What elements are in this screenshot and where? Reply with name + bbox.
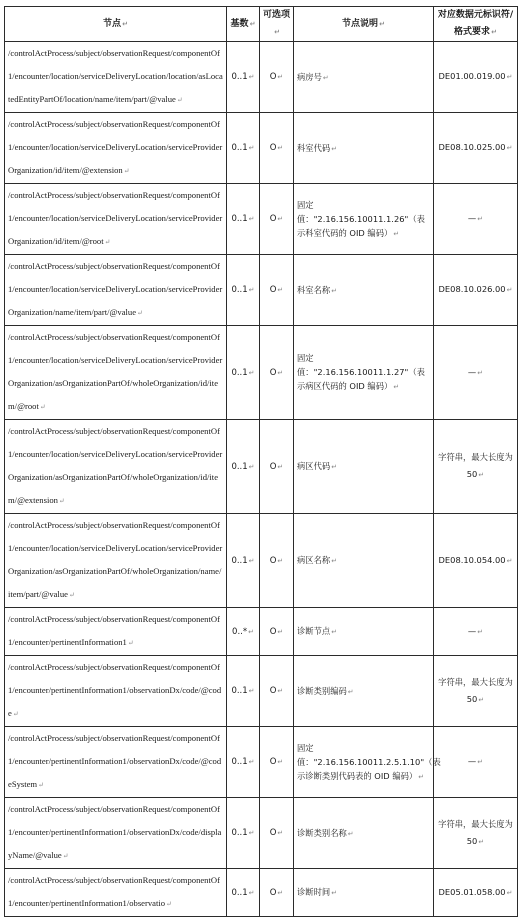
node-path-cell (5, 184, 227, 255)
paragraph-mark-icon: ↵ (277, 829, 284, 837)
description-cell-text: 病区名称 (297, 555, 331, 565)
cardinality-cell (227, 326, 260, 420)
paragraph-mark-icon: ↵ (62, 852, 69, 860)
optional-cell (260, 869, 294, 917)
paragraph-mark-icon: ↵ (478, 695, 485, 704)
paragraph-mark-icon: ↵ (277, 73, 284, 81)
table-row (5, 42, 518, 113)
format-cell-text: DE08.10.025.00 (438, 142, 506, 152)
optional-cell (260, 727, 294, 798)
paragraph-mark-icon: ↵ (477, 215, 484, 223)
cardinality-cell-text: 0..1 (231, 143, 248, 153)
paragraph-mark-icon: ↵ (277, 368, 284, 377)
paragraph-mark-icon: ↵ (277, 627, 284, 636)
paragraph-mark-icon: ↵ (331, 628, 338, 636)
paragraph-mark-icon: ↵ (277, 556, 284, 565)
paragraph-mark-icon: ↵ (39, 403, 46, 411)
paragraph-mark-icon: ↵ (506, 888, 513, 897)
paragraph-mark-icon: ↵ (277, 286, 284, 294)
optional-cell (260, 656, 294, 727)
description-cell (294, 798, 434, 869)
paragraph-mark-icon: ↵ (347, 687, 354, 696)
optional-cell-text: O (269, 143, 277, 153)
node-path-cell-text: /controlActProcess/subject/observationRequest/componentOf1/encounter/pertinentInformation1 (8, 614, 220, 647)
table-row (5, 184, 518, 255)
paragraph-mark-icon: ↵ (506, 144, 513, 152)
format-cell-text: 字符串，最大长度为 50 (438, 452, 513, 479)
cardinality-cell-text: 0..1 (231, 214, 248, 224)
paragraph-mark-icon: ↵ (477, 368, 484, 377)
node-path-cell-text: /controlActProcess/subject/observationRequest/componentOf1/encounter/location/serviceDeliveryLocation/serviceProviderOrganization/asOrganizationPartOf/wholeOrganization/name/item/part/@value (8, 520, 223, 599)
description-cell (294, 255, 434, 326)
optional-cell (260, 42, 294, 113)
paragraph-mark-icon: ↵ (166, 900, 172, 908)
table-row (5, 326, 518, 420)
paragraph-mark-icon: ↵ (331, 286, 338, 295)
node-path-cell (5, 42, 227, 113)
optional-cell-text: O (269, 285, 277, 295)
description-cell (294, 184, 434, 255)
cardinality-cell (227, 420, 260, 514)
paragraph-mark-icon: ↵ (248, 144, 255, 152)
node-path-cell-text: /controlActProcess/subject/observationRequest/componentOf1/encounter/pertinentInformation1/observatio (8, 875, 220, 908)
paragraph-mark-icon: ↵ (331, 889, 338, 897)
format-cell-text: — (467, 366, 477, 377)
description-cell (294, 113, 434, 184)
description-cell (294, 420, 434, 514)
paragraph-mark-icon: ↵ (248, 73, 255, 81)
optional-cell (260, 255, 294, 326)
paragraph-mark-icon: ↵ (248, 286, 255, 294)
node-spec-table (4, 6, 518, 917)
cardinality-cell-text: 0..1 (231, 757, 248, 767)
paragraph-mark-icon: ↵ (477, 627, 484, 636)
cardinality-cell (227, 42, 260, 113)
paragraph-mark-icon: ↵ (506, 73, 513, 81)
paragraph-mark-icon: ↵ (393, 229, 400, 238)
optional-cell-text: O (269, 555, 277, 566)
node-path-cell-text: /controlActProcess/subject/observationRequest/componentOf1/encounter/pertinentInformation1/observationDx/code/@code (8, 662, 222, 718)
description-cell-text: 诊断时间 (297, 887, 331, 897)
format-cell-text: — (467, 625, 477, 636)
paragraph-mark-icon: ↵ (477, 758, 484, 766)
format-cell-text: 字符串，最大长度为 50 (438, 818, 513, 846)
header-cardinality: 基数↵ (227, 7, 260, 42)
format-cell (434, 514, 518, 608)
format-cell (434, 255, 518, 326)
node-path-cell-text: /controlActProcess/subject/observationRequest/componentOf1/encounter/location/serviceDeliveryLocation/serviceProviderOrganization/asOrganizationPartOf/wholeOrganization/id/item/@extension (8, 426, 223, 505)
cardinality-cell-text: 0..1 (231, 461, 248, 472)
paragraph-mark-icon: ↵ (506, 556, 513, 565)
format-cell-text: DE08.10.054.00 (438, 554, 506, 565)
format-cell (434, 869, 518, 917)
description-cell-text: 固定值："2.16.156.10011.1.26"（表示科室代码的 OID 编码） (297, 199, 425, 238)
cardinality-cell-text: 0..1 (231, 828, 248, 838)
optional-cell-text: O (269, 686, 277, 696)
node-path-cell (5, 420, 227, 514)
cardinality-cell (227, 113, 260, 184)
node-path-cell (5, 608, 227, 656)
description-cell-text: 固定值："2.16.156.10011.1.27"（表示病区代码的 OID 编码） (297, 353, 425, 391)
optional-cell-text: O (269, 72, 277, 82)
paragraph-mark-icon: ↵ (248, 368, 255, 377)
table-row (5, 514, 518, 608)
cardinality-cell-text: 0..1 (231, 887, 248, 898)
paragraph-mark-icon: ↵ (248, 215, 255, 223)
node-path-cell-text: /controlActProcess/subject/observationRequest/componentOf1/encounter/location/serviceDeliveryLocation/serviceProviderOrganization/id/item/@extension (8, 119, 223, 175)
paragraph-mark-icon: ↵ (478, 837, 485, 846)
cardinality-cell (227, 184, 260, 255)
paragraph-mark-icon: ↵ (38, 781, 44, 789)
table-row (5, 420, 518, 514)
paragraph-mark-icon: ↵ (331, 463, 338, 471)
format-cell-text: DE08.10.026.00 (438, 284, 506, 294)
paragraph-mark-icon: ↵ (248, 758, 255, 766)
cardinality-cell-text: 0..* (232, 626, 248, 637)
table-row (5, 869, 518, 917)
paragraph-mark-icon: ↵ (176, 96, 183, 104)
paragraph-mark-icon: ↵ (137, 309, 143, 317)
cardinality-cell (227, 656, 260, 727)
node-path-cell-text: /controlActProcess/subject/observationRequest/componentOf1/encounter/location/serviceDeliveryLocation/serviceProviderOrganization/asOrganizationPartOf/wholeOrganization/id/item/@root (8, 332, 223, 411)
cardinality-cell-text: 0..1 (231, 367, 248, 378)
paragraph-mark-icon: ↵ (277, 462, 284, 471)
header-description: 节点说明↵ (294, 7, 434, 42)
node-path-cell-text: /controlActProcess/subject/observationRequest/componentOf1/encounter/pertinentInformation1/observationDx/code/displayName/@value (8, 804, 222, 860)
paragraph-mark-icon: ↵ (277, 758, 284, 766)
optional-cell-text: O (269, 367, 277, 378)
paragraph-mark-icon: ↵ (393, 383, 400, 391)
table-row (5, 727, 518, 798)
format-cell (434, 420, 518, 514)
header-format: 对应数据元标识符/格式要求↵ (434, 7, 518, 42)
optional-cell-text: O (269, 626, 277, 637)
optional-cell (260, 113, 294, 184)
paragraph-mark-icon: ↵ (331, 144, 338, 153)
description-cell (294, 608, 434, 656)
format-cell (434, 184, 518, 255)
node-path-cell (5, 798, 227, 869)
paragraph-mark-icon: ↵ (478, 471, 485, 479)
format-cell-text: DE05.01.058.00 (438, 886, 506, 897)
description-cell-text: 病区代码 (297, 461, 331, 471)
description-cell-text: 科室代码 (297, 142, 331, 153)
table-header-row (5, 7, 518, 42)
description-cell-text: 科室名称 (297, 284, 331, 295)
description-cell (294, 869, 434, 917)
description-cell-text: 病房号 (297, 71, 322, 82)
format-cell (434, 113, 518, 184)
description-cell (294, 656, 434, 727)
paragraph-mark-icon: ↵ (127, 639, 134, 647)
table-row (5, 798, 518, 869)
paragraph-mark-icon: ↵ (331, 557, 338, 565)
format-cell (434, 42, 518, 113)
optional-cell (260, 608, 294, 656)
format-cell (434, 656, 518, 727)
paragraph-mark-icon: ↵ (506, 286, 513, 294)
table-row (5, 113, 518, 184)
format-cell (434, 798, 518, 869)
description-cell-text: 诊断节点 (297, 626, 331, 636)
optional-cell (260, 514, 294, 608)
optional-cell (260, 184, 294, 255)
cardinality-cell-text: 0..1 (231, 72, 248, 82)
format-cell-text: 字符串，最大长度为 50 (438, 676, 513, 704)
table-row (5, 608, 518, 656)
paragraph-mark-icon: ↵ (248, 462, 255, 471)
format-cell-text: DE01.00.019.00 (438, 71, 506, 81)
optional-cell-text: O (269, 461, 277, 472)
cardinality-cell (227, 869, 260, 917)
cardinality-cell-text: 0..1 (231, 555, 248, 566)
cardinality-cell-text: 0..1 (231, 285, 248, 295)
cardinality-cell (227, 798, 260, 869)
cardinality-cell-text: 0..1 (231, 686, 248, 696)
description-cell (294, 727, 441, 798)
optional-cell (260, 798, 294, 869)
format-cell (434, 727, 518, 798)
paragraph-mark-icon: ↵ (277, 687, 284, 695)
optional-cell-text: O (269, 887, 277, 898)
optional-cell (260, 420, 294, 514)
paragraph-mark-icon: ↵ (277, 144, 284, 152)
node-path-cell (5, 656, 227, 727)
node-path-cell-text: /controlActProcess/subject/observationRequest/componentOf1/encounter/location/serviceDeliveryLocation/serviceProviderOrganization/name/item/part/@value (8, 261, 223, 317)
optional-cell (260, 326, 294, 420)
paragraph-mark-icon: ↵ (277, 215, 284, 223)
optional-cell-text: O (269, 828, 277, 838)
node-path-cell-text: /controlActProcess/subject/observationRequest/componentOf1/encounter/pertinentInformation1/observationDx/code/@codeSystem (8, 733, 222, 789)
table-row (5, 255, 518, 326)
paragraph-mark-icon: ↵ (347, 829, 354, 838)
node-path-cell-text: /controlActProcess/subject/observationRequest/componentOf1/encounter/location/serviceDeliveryLocation/serviceProviderOrganization/id/item/@root (8, 190, 223, 246)
node-path-cell (5, 727, 227, 798)
description-cell-text: 固定值："2.16.156.10011.2.5.1.10"（表示诊断类别代码表的 OID 编码） (297, 742, 441, 781)
description-cell-text: 诊断类别名称 (297, 827, 347, 838)
cardinality-cell (227, 514, 260, 608)
paragraph-mark-icon: ↵ (248, 556, 255, 565)
optional-cell-text: O (269, 757, 277, 767)
paragraph-mark-icon: ↵ (123, 167, 130, 175)
header-node: 节点↵ (5, 7, 227, 42)
description-cell (294, 326, 434, 420)
node-path-cell (5, 255, 227, 326)
paragraph-mark-icon: ↵ (277, 888, 284, 897)
paragraph-mark-icon: ↵ (248, 829, 255, 837)
paragraph-mark-icon: ↵ (248, 888, 255, 897)
optional-cell-text: O (269, 214, 277, 224)
paragraph-mark-icon: ↵ (68, 591, 75, 599)
description-cell (294, 42, 434, 113)
node-path-cell (5, 869, 227, 917)
description-cell (294, 514, 434, 608)
cardinality-cell (227, 255, 260, 326)
paragraph-mark-icon: ↵ (248, 627, 254, 636)
format-cell-text: — (467, 756, 477, 766)
paragraph-mark-icon: ↵ (322, 73, 329, 82)
format-cell (434, 608, 518, 656)
cardinality-cell (227, 608, 260, 656)
node-path-cell (5, 514, 227, 608)
node-path-cell (5, 326, 227, 420)
cardinality-cell (227, 727, 260, 798)
paragraph-mark-icon: ↵ (248, 687, 255, 695)
paragraph-mark-icon: ↵ (12, 710, 19, 718)
format-cell (434, 326, 518, 420)
description-cell-text: 诊断类别编码 (297, 685, 347, 696)
paragraph-mark-icon: ↵ (58, 497, 65, 505)
node-path-cell (5, 113, 227, 184)
format-cell-text: — (467, 213, 477, 223)
paragraph-mark-icon: ↵ (104, 238, 111, 246)
table-row (5, 656, 518, 727)
paragraph-mark-icon: ↵ (418, 772, 425, 781)
header-optional: 可选项↵ (260, 7, 294, 42)
node-path-cell-text: /controlActProcess/subject/observationRequest/componentOf1/encounter/location/serviceDeliveryLocation/location/asLocatedEntityPartOf/location/name/item/part/@value (8, 48, 223, 104)
